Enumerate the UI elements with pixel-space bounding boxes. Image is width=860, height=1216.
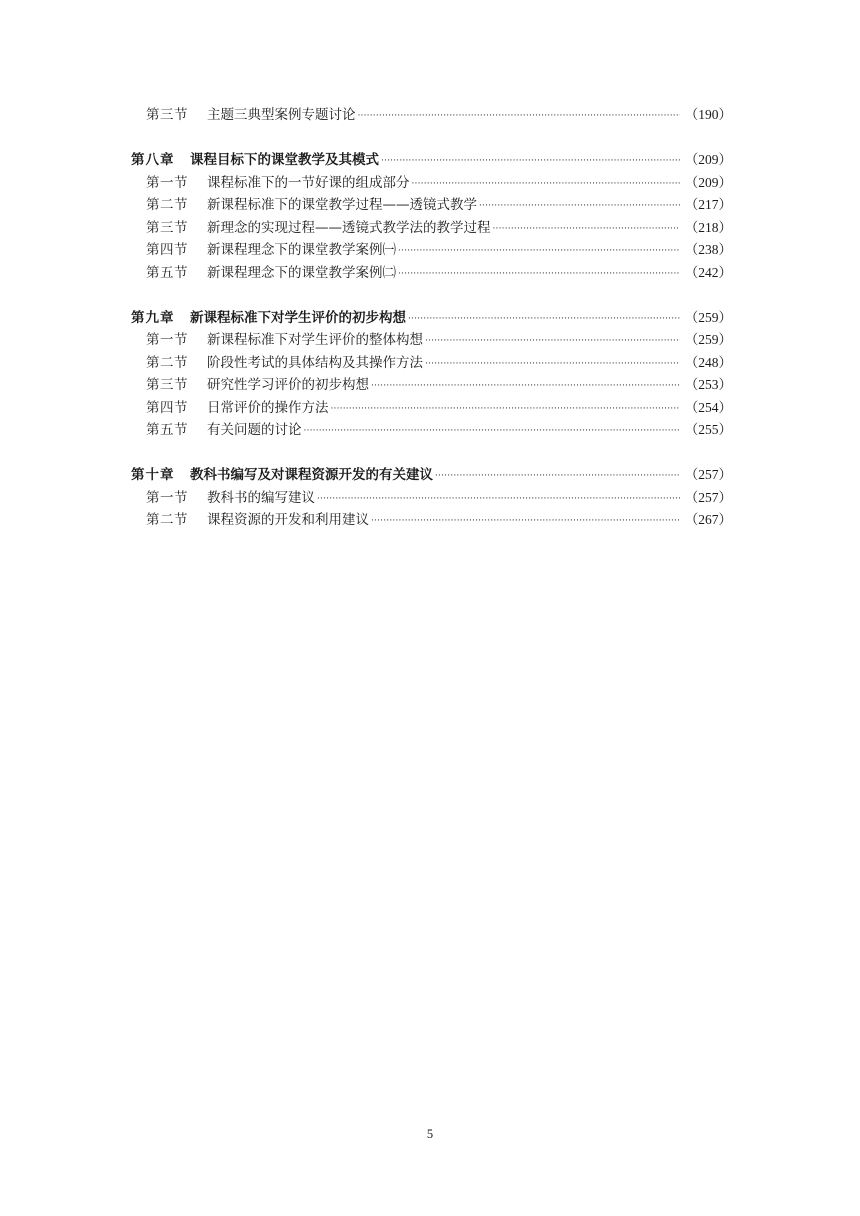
dot-leader [479,195,680,218]
dot-leader [381,150,680,173]
dot-leader [331,398,681,421]
section-title: 阶段性考试的具体结构及其操作方法 [207,354,423,371]
chapter-title: 课程目标下的课堂教学及其模式 [190,152,379,168]
section-number: 第四节 [146,242,188,258]
dot-leader [304,420,681,443]
section-title: 主题三典型案例专题讨论 [207,107,356,123]
toc-section-entry[interactable] [131,419,732,442]
page-reference: （190） [684,107,732,122]
section-title: 课程标准下的一节好课的组成部分 [207,174,410,191]
page-reference: （255） [684,422,732,437]
toc-section-entry[interactable] [131,104,732,127]
section-title: 日常评价的操作方法 [207,399,329,416]
section-title: 课程资源的开发和利用建议 [207,512,369,528]
chapter-number: 第九章 [131,309,175,326]
page-reference: （257） [684,467,732,482]
toc-chapter-entry[interactable] [131,149,732,172]
dot-leader [435,465,680,488]
section-number: 第二节 [146,354,188,371]
toc-section-entry[interactable] [131,172,732,195]
section-title: 研究性学习评价的初步构想 [207,377,369,393]
section-title: 教科书的编写建议 [207,489,315,506]
dot-leader [493,218,681,241]
section-title: 新课程标准下的课堂教学过程——透镜式教学 [207,197,477,213]
section-number: 第二节 [146,197,188,213]
page-reference: （209） [684,152,732,167]
page-reference: （257） [684,489,732,505]
toc-section-entry[interactable] [131,262,732,285]
page-reference: （238） [684,242,732,257]
toc-section-entry[interactable] [131,352,732,375]
section-title: 新课程标准下对学生评价的整体构想 [207,332,423,348]
page-reference: （254） [684,399,732,415]
page-reference: （253） [684,377,732,392]
dot-leader [408,308,680,331]
section-title: 新理念的实现过程——透镜式教学法的教学过程 [207,219,491,236]
group-spacer [131,284,732,307]
page-reference: （217） [684,197,732,212]
page-reference: （259） [684,332,732,347]
section-number: 第一节 [146,489,188,506]
page-reference: （248） [684,354,732,370]
section-number: 第二节 [146,512,188,528]
chapter-title: 新课程标准下对学生评价的初步构想 [190,309,406,326]
dot-leader [425,353,680,376]
section-number: 第四节 [146,399,188,416]
page-reference: （259） [684,309,732,325]
section-number: 第三节 [146,107,188,123]
page-reference: （209） [684,174,732,190]
table-of-contents [131,104,732,532]
dot-leader [412,173,681,196]
section-number: 第三节 [146,377,188,393]
section-number: 第三节 [146,219,188,236]
chapter-number: 第十章 [131,467,175,483]
toc-section-entry[interactable] [131,487,732,510]
page-reference: （242） [684,264,732,280]
toc-section-entry[interactable] [131,239,732,262]
group-spacer [131,127,732,150]
page-reference: （218） [684,219,732,235]
section-title: 新课程理念下的课堂教学案例㈡ [207,264,396,281]
toc-section-entry[interactable] [131,329,732,352]
section-number: 第五节 [146,264,188,281]
dot-leader [371,510,680,533]
dot-leader [398,263,680,286]
dot-leader [398,240,680,263]
section-number: 第一节 [146,174,188,191]
toc-chapter-entry[interactable] [131,307,732,330]
toc-chapter-entry[interactable] [131,464,732,487]
toc-section-entry[interactable] [131,397,732,420]
dot-leader [358,105,681,128]
page-reference: （267） [684,512,732,527]
toc-section-entry[interactable] [131,217,732,240]
group-spacer [131,442,732,465]
toc-section-entry[interactable] [131,374,732,397]
section-number: 第五节 [146,422,188,438]
chapter-title: 教科书编写及对课程资源开发的有关建议 [190,467,433,483]
dot-leader [317,488,680,511]
section-number: 第一节 [146,332,188,348]
chapter-number: 第八章 [131,152,175,168]
page-number: 5 [426,1127,434,1141]
toc-section-entry[interactable] [131,509,732,532]
dot-leader [425,330,680,353]
dot-leader [371,375,680,398]
section-title: 有关问题的讨论 [207,422,302,438]
toc-section-entry[interactable] [131,194,732,217]
section-title: 新课程理念下的课堂教学案例㈠ [207,242,396,258]
